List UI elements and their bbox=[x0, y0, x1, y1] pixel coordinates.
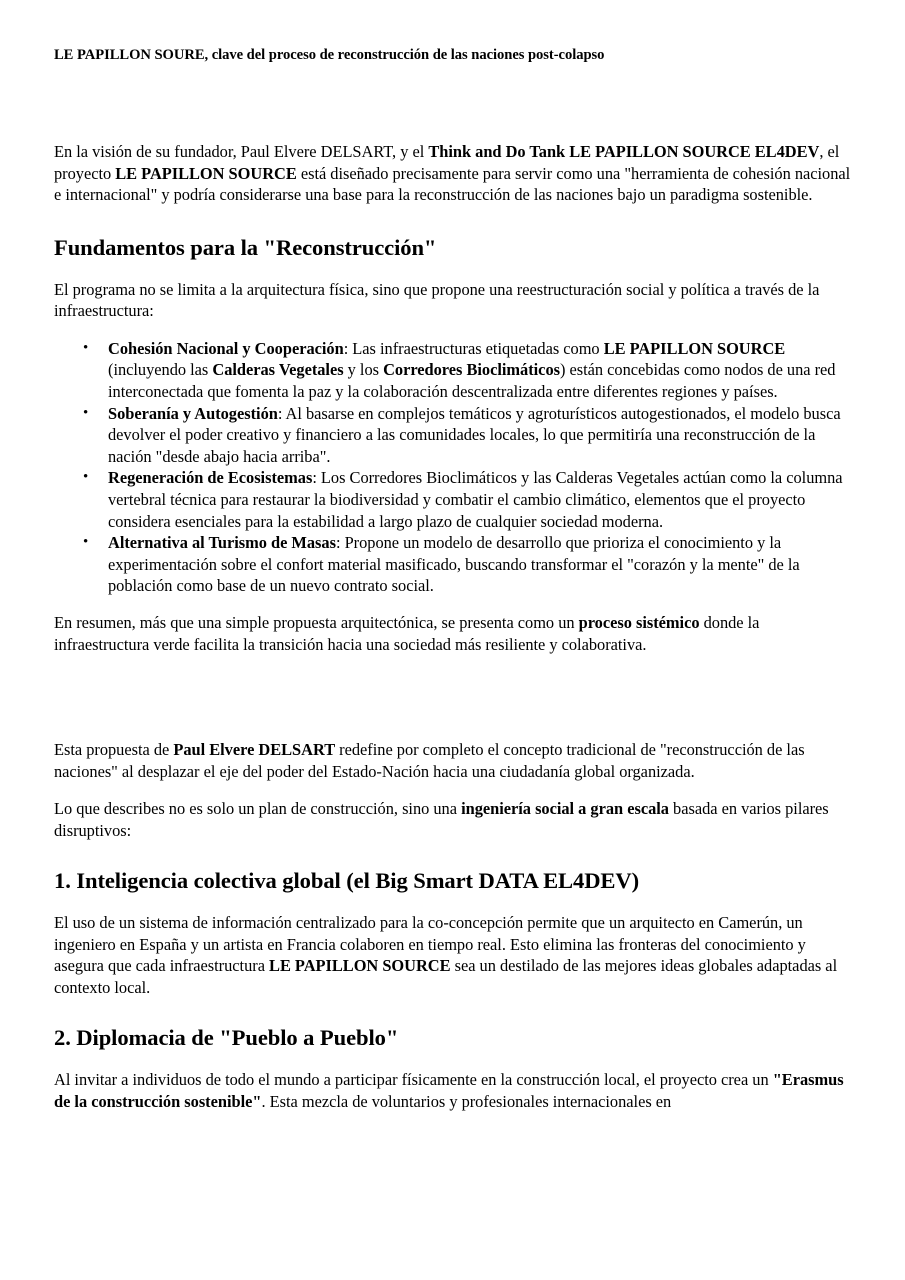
list-item bbox=[54, 532, 851, 597]
bullet-lead-alternativa: Alternativa al Turismo de Masas bbox=[108, 533, 336, 553]
resumen-bold-proceso-sistemico: proceso sistémico bbox=[578, 612, 700, 632]
section-gap bbox=[54, 671, 851, 739]
bullet-lead-soberania: Soberanía y Autogestión bbox=[108, 403, 278, 423]
paragraph-inteligencia-colectiva bbox=[54, 912, 851, 998]
bullet-0-seg-4: ) están concebidas como nodos de una red interconectada que fomenta la paz y la colaboración descentralizada entre diferentes regiones y países. bbox=[108, 360, 836, 401]
bullet-2-seg-1: : Los Corredores Bioclimáticos y las Calderas Vegetales actúan como la columna vertebral técnica para restaurar la biodiversidad y combatir el cambio climático, elementos que el proyecto considera esenciales para la estabilidad a largo plazo de cualquier sociedad moderna. bbox=[108, 468, 843, 531]
para1-seg-2: sea un destilado de las mejores ideas globales adaptadas al contexto local. bbox=[54, 956, 838, 997]
para1-bold-le-papillon-source: LE PAPILLON SOURCE bbox=[269, 956, 451, 976]
list-item bbox=[54, 338, 851, 403]
paragraph-lo-que-describes bbox=[54, 798, 851, 841]
list-item bbox=[54, 467, 851, 532]
bullet-lead-cohesion: Cohesión Nacional y Cooperación bbox=[108, 338, 344, 358]
document-content bbox=[54, 46, 851, 1112]
para1-seg-1: El uso de un sistema de información centralizado para la co-concepción permite que un arquitecto en Camerún, un ingeniero en España y un artista en Francia colaboren en tiempo real. Esto elimina las fronteras del conocimiento y asegura que cada infraestructura bbox=[54, 913, 806, 976]
intro-paragraph bbox=[54, 141, 851, 206]
paragraph-resumen bbox=[54, 612, 851, 655]
describes-bold-ingenieria-social: ingeniería social a gran escala bbox=[461, 799, 669, 819]
paragraph-diplomacia bbox=[54, 1069, 851, 1112]
bullet-0-bold-2: Calderas Vegetales bbox=[212, 360, 344, 380]
bullet-lead-regeneracion: Regeneración de Ecosistemas bbox=[108, 468, 313, 488]
bullet-0-seg-2: (incluyendo las bbox=[108, 360, 213, 380]
list-item bbox=[54, 403, 851, 468]
bullet-3-seg-1: : Propone un modelo de desarrollo que prioriza el conocimiento y la experimentación sobre el confort material masificado, buscando transformar el "corazón y la mente" de la población como base de un nuevo contrato social. bbox=[108, 533, 800, 596]
resumen-seg-2: donde la infraestructura verde facilita la transición hacia una sociedad más resiliente y colaborativa. bbox=[54, 612, 760, 654]
page-title: LE PAPILLON SOURE, clave del proceso de reconstrucción de las naciones post-colapso bbox=[54, 47, 605, 63]
bullet-0-seg-3: y los bbox=[343, 360, 384, 380]
paragraph-esta-propuesta bbox=[54, 739, 851, 782]
bullet-0-bold-3: Corredores Bioclimáticos bbox=[383, 360, 560, 380]
describes-seg-2: basada en varios pilares disruptivos: bbox=[54, 799, 829, 840]
bullet-0-bold-1: LE PAPILLON SOURCE bbox=[603, 338, 786, 358]
title-spacer bbox=[54, 65, 851, 141]
intro-bold-think-and-do-tank: Think and Do Tank LE PAPILLON SOURCE EL4DEV bbox=[428, 142, 820, 162]
propuesta-bold-delsart: Paul Elvere DELSART bbox=[173, 740, 336, 760]
fundamentos-bullet-list bbox=[54, 338, 851, 597]
intro-seg-1: En la visión de su fundador, Paul Elvere DELSART, y el bbox=[54, 142, 429, 162]
resumen-seg-1: En resumen, más que una simple propuesta arquitectónica, se presenta como un bbox=[54, 612, 579, 632]
heading-inteligencia-colectiva: 1. Inteligencia colectiva global (el Big Smart DATA EL4DEV) bbox=[54, 868, 640, 894]
intro-seg-3: está diseñado precisamente para servir como una "herramienta de cohesión nacional e internacional" y podría considerarse una base para la reconstrucción de las naciones bajo un paradigma sostenible. bbox=[54, 163, 851, 205]
para2-seg-2: . Esta mezcla de voluntarios y profesionales internacionales en bbox=[261, 1091, 672, 1111]
heading-fundamentos: Fundamentos para la "Reconstrucción" bbox=[54, 235, 437, 261]
bullet-0-seg-1: : Las infraestructuras etiquetadas como bbox=[343, 338, 604, 358]
para2-bold-erasmus: "Erasmus de la construcción sostenible" bbox=[54, 1069, 844, 1111]
describes-seg-1: Lo que describes no es solo un plan de construcción, sino una bbox=[54, 799, 462, 819]
intro-bold-le-papillon-source: LE PAPILLON SOURCE bbox=[115, 163, 297, 183]
propuesta-seg-1: Esta propuesta de bbox=[54, 740, 174, 760]
para2-seg-1: Al invitar a individuos de todo el mundo a participar físicamente en la construcción local, el proyecto crea un bbox=[54, 1069, 773, 1089]
bullet-1-seg-1: : Al basarse en complejos temáticos y agroturísticos autogestionados, el modelo busca devolver el poder creativo y financiero a las comunidades locales, lo que permitiría una reconstrucción de la nación "desde abajo hacia arriba". bbox=[108, 403, 841, 466]
heading-diplomacia: 2. Diplomacia de "Pueblo a Pueblo" bbox=[54, 1025, 399, 1051]
propuesta-seg-2: redefine por completo el concepto tradicional de "reconstrucción de las naciones" al desplazar el eje del poder del Estado-Nación hacia una ciudadanía global organizada. bbox=[54, 740, 805, 781]
paragraph-programa: El programa no se limita a la arquitectura física, sino que propone una reestructuración social y política a través de la infraestructura: bbox=[54, 279, 820, 321]
intro-seg-2: , el proyecto bbox=[54, 142, 840, 183]
